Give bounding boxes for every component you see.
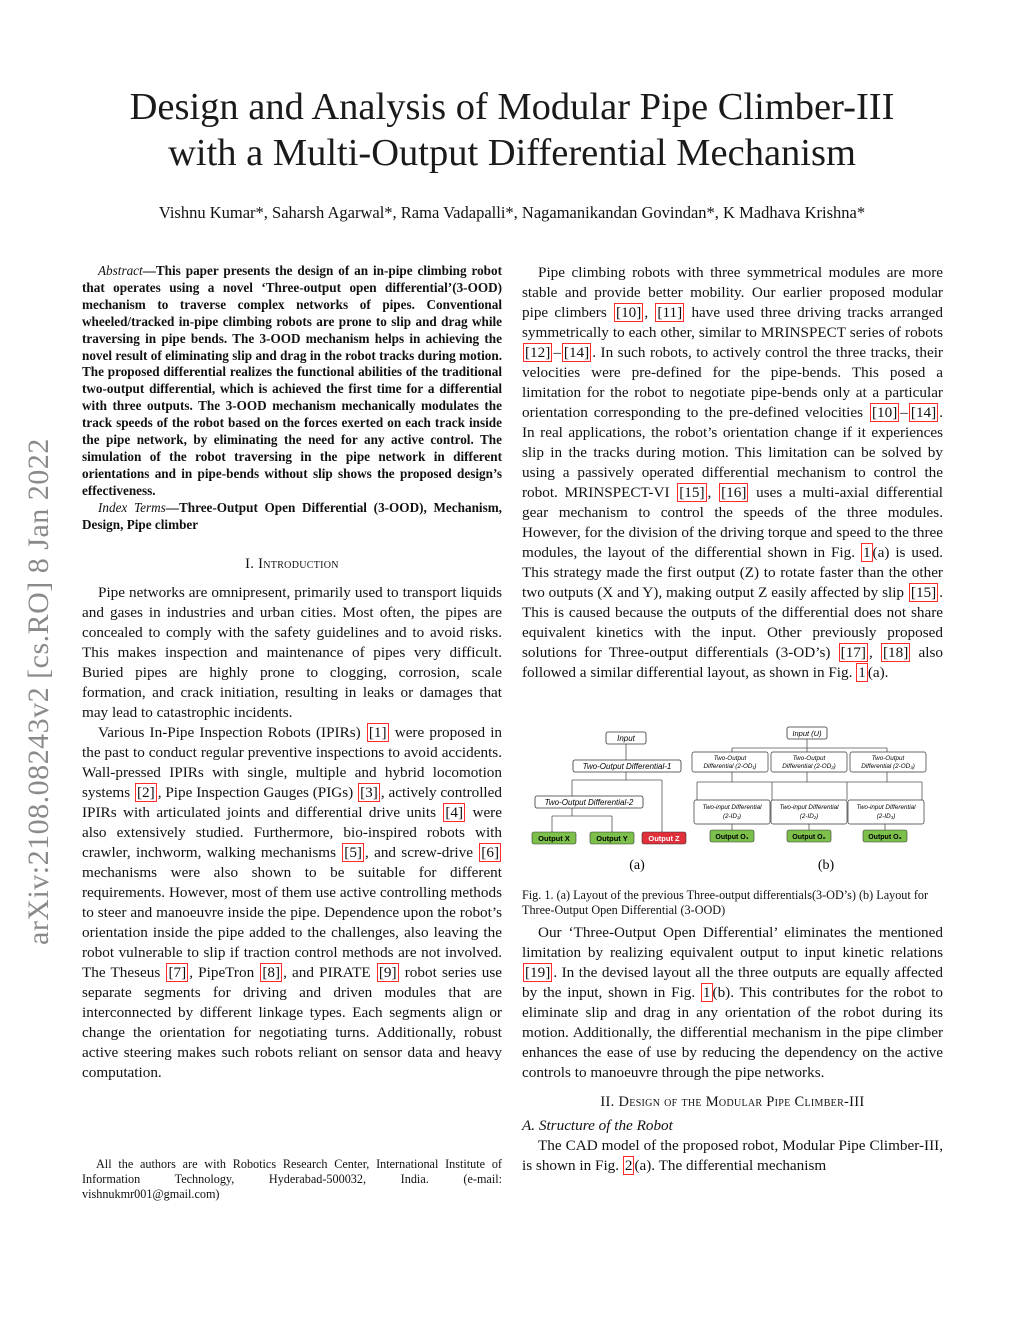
svg-text:(2-ID₁): (2-ID₁) <box>722 813 742 820</box>
citation-link[interactable]: [5] <box>344 843 362 861</box>
citation-link[interactable]: [6] <box>481 843 500 861</box>
citation-link[interactable]: [9] <box>378 963 397 981</box>
citation-link[interactable]: [15] <box>679 484 705 501</box>
citation-link[interactable]: [7] <box>168 963 187 981</box>
citation-link[interactable]: [18] <box>883 644 909 661</box>
svg-text:Differential (2-OD₁): Differential (2-OD₁) <box>703 763 757 770</box>
figure-link[interactable]: 1 <box>862 544 871 561</box>
svg-text:Differential (2-OD₃): Differential (2-OD₃) <box>861 763 915 770</box>
citation-link[interactable]: [11] <box>657 304 683 321</box>
fig-label-a: (a) <box>629 858 645 873</box>
fig-a-output-y-label: Output Y <box>596 834 628 843</box>
citation-link[interactable]: [1] <box>368 723 387 741</box>
title-line-2: with a Multi-Output Differential Mechanism <box>168 132 856 174</box>
citation-link[interactable]: [14] <box>910 404 937 421</box>
svg-text:Output O₃: Output O₃ <box>868 834 902 841</box>
svg-text:Two-input Differential: Two-input Differential <box>779 804 839 811</box>
right-column <box>522 263 943 683</box>
svg-text:Output O₂: Output O₂ <box>792 834 826 841</box>
title-line-1: Design and Analysis of Modular Pipe Climber-III <box>129 86 895 128</box>
fig-label-b: (b) <box>817 858 835 873</box>
citation-link[interactable]: [15] <box>910 584 937 601</box>
citation-link[interactable]: [17] <box>840 644 866 661</box>
citation-link[interactable]: [8] <box>262 963 281 981</box>
abstract-text: —This paper presents the design of an in-pipe climbing robot that operates using a novel ‘Three-output open differential’(3-OOD) mechanism to traverse complex networks of pipes. Conventional wheeled/tracked in-pipe climbing robots are prone to slip and drag while traversing in pipe bends. The 3-OOD mechanism helps in achieving the novel result of eliminating slip and drag in the robot tracks during motion. The proposed differential realizes the functional abilities of the traditional two-output differential, which is achieved the first time for a differential with three outputs. The 3-OOD mechanism mechanically modulates the track speeds of the robot based on the forces exerted on each track inside the pipe network, by eliminating the need for any active control. The simulation of the robot traversing in the pipe network in different orientations and in pipe-bends without slip shows the proposed design’s effectiveness. <box>82 263 502 498</box>
section-heading-design: II. Design of the Modular Pipe Climber-III <box>600 1094 865 1110</box>
fig-a-input-label: Input <box>617 734 635 743</box>
citation-link[interactable]: [12] <box>525 344 551 361</box>
svg-text:Differential (2-OD₂): Differential (2-OD₂) <box>782 763 836 770</box>
svg-text:Two-input Differential: Two-input Differential <box>702 804 762 811</box>
citation-link[interactable]: [16] <box>721 484 747 501</box>
index-terms-text: —Three-Output Open Differential (3-OOD), Mechanism, Design, Pipe climber <box>82 499 502 532</box>
arxiv-identifier[interactable]: arXiv:2108.08243v2 [cs.RO] 8 Jan 2022 <box>22 438 55 945</box>
citation-link[interactable]: [4] <box>445 803 464 821</box>
author-list: Vishnu Kumar*, Saharsh Agarwal*, Rama Vadapalli*, Nagamanikandan Govindan*, K Madhava Krishna* <box>158 203 866 222</box>
section-heading-introduction: I. Introduction <box>245 555 339 572</box>
svg-text:Two-Output: Two-Output <box>792 755 826 762</box>
svg-text:Two-Output: Two-Output <box>713 755 747 762</box>
citation-link[interactable]: [10] <box>616 304 642 321</box>
right-paragraph-3: The CAD model of the proposed robot, Modular Pipe Climber-III, is shown in Fig. 2 (a). The differential mechanism <box>522 1137 943 1174</box>
fig-a-output-x-label: Output X <box>538 834 570 843</box>
citation-link[interactable]: [2] <box>136 783 155 801</box>
right-column-lower <box>522 923 943 1176</box>
citation-link[interactable]: [19] <box>525 964 551 981</box>
svg-text:Output O₁: Output O₁ <box>715 834 749 841</box>
figure-1-caption: Fig. 1. (a) Layout of the previous Three-output differentials(3-OD’s) (b) Layout for Three-Output Open Differential (3-OOD) <box>522 888 929 917</box>
left-column <box>82 263 502 1083</box>
citation-link[interactable]: [14] <box>563 344 590 361</box>
svg-text:Two-Output: Two-Output <box>871 755 905 762</box>
paper-title <box>0 84 1024 176</box>
svg-text:(2-ID₂): (2-ID₂) <box>799 813 819 820</box>
svg-text:(2-ID₃): (2-ID₃) <box>876 813 896 820</box>
figure-link[interactable]: 1 <box>702 984 711 1001</box>
fig-a-diff2-label: Two-Output Differential-2 <box>544 798 634 807</box>
figure-link[interactable]: 2 <box>624 1157 633 1174</box>
right-paragraph-1: Pipe climbing robots with three symmetrical modules are more stable and provide better mobility. Our earlier proposed modular pipe climbers [10] , [11] have used three driving tracks arranged symmetrically to each other, similar to MRINSPECT series of robots [12] – [14] . In such robots, to actively control the three tracks, their velocities were pre-defined for the pipe-bends. This posed a limitation for the robot to negotiate pipe-bends only at a particular orientation corresponding to the pre-defined velocities [10] – [14] . In real applications, the robot’s orientation change if it experiences slip in the tracks during motion. This limitation can be solved by using a passively operated differential mechanism to control the robot. MRINSPECT-VI [15] , [16] uses a multi-axial differential gear mechanism to control the speeds of the three modules. However, for the division of the driving torque and speed to the three modules, the layout of the differential shown in Fig. 1 (a) is used. This strategy made the first output (Z) to rotate faster than the other two outputs (X and Y), making output Z easily affected by slip [15] . This is caused because the outputs of the differential does not share equivalent kinetics with the input. Other previously proposed solutions for Three-output differentials (3-OD’s) [17] , [18] also followed a similar differential layout, as shown in Fig. 1 (a). <box>522 264 944 681</box>
abstract-label: Abstract <box>98 263 143 278</box>
abstract <box>82 263 502 500</box>
svg-text:Two-input Differential: Two-input Differential <box>856 804 916 811</box>
fig-b-input-label: Input (U) <box>792 729 822 738</box>
citation-link[interactable]: [3] <box>360 783 378 801</box>
subsection-heading-structure: A. Structure of the Robot <box>522 1117 673 1134</box>
intro-paragraph-2: Various In-Pipe Inspection Robots (IPIRs) [1] were proposed in the past to conduct regular preventive inspections to avoid accidents. Wall-pressed IPIRs with single, multiple and hybrid locomotion systems [2] , Pipe Inspection Gauges (PIGs) [3] , actively controlled IPIRs with articulated joints and differential drive units [4] were also extensively studied. Furthermore, bio-inspired robots with crawler, inchworm, walking mechanisms [5] , and screw-drive [6] mechanisms were also shown to be suitable for different requirements. However, most of them use active controlling methods to steer and manoeuvre inside the pipe. Dependence upon the robot’s orientation inside the pipe added to the challenges, also leaving the robot vulnerable to slip if traction control methods are not involved. The Theseus [7] , PipeTron [8] , and PIRATE [9] robot series use separate segments for driving and driven modules that are interconnected by different linkage types. Each segments align or change the orientation for negotiating turns. Additionally, robust active steering makes such robots reliant on sensor data and heavy computation. <box>82 723 503 1081</box>
right-paragraph-2: Our ‘Three-Output Open Differential’ eliminates the mentioned limitation by realizing equivalent output to input kinetic relations [19] . In the devised layout all the three outputs are equally affected by the input, shown in Fig. 1 (b). This contributes for the robot to eliminate slip and drag in any orientation of the robot during its motion. Additionally, the differential mechanism in the pipe climber enhances the ease of use by reducing the dependency on the active controls to manoeuvre through the pipe networks. <box>522 924 943 1081</box>
affiliation-footnote: All the authors are with Robotics Research Center, International Institute of Information Technology, Hyderabad-500032, India. (e-mail: vishnukmr001@gmail.com) <box>82 1157 502 1201</box>
fig-a-output-z-label: Output Z <box>648 834 680 843</box>
index-terms-label: Index Terms <box>98 499 166 515</box>
figure-link[interactable]: 1 <box>858 664 866 681</box>
index-terms <box>82 500 502 534</box>
fig-a-diff1-label: Two-Output Differential-1 <box>582 762 672 771</box>
figure-1 <box>522 722 943 882</box>
intro-paragraph-1: Pipe networks are omnipresent, primarily used to transport liquids and gases in industries and urban cities. Most often, the pipes are concealed to comply with the safety guidelines and to avoid risks. This makes inspection and maintenance of pipes very difficult. Buried pipes are highly prone to clogging, corrosion, scale formation, and crack initiation, resulting in leaks or damages that may lead to catastrophic incidents. <box>82 583 502 721</box>
citation-link[interactable]: [10] <box>871 404 898 421</box>
